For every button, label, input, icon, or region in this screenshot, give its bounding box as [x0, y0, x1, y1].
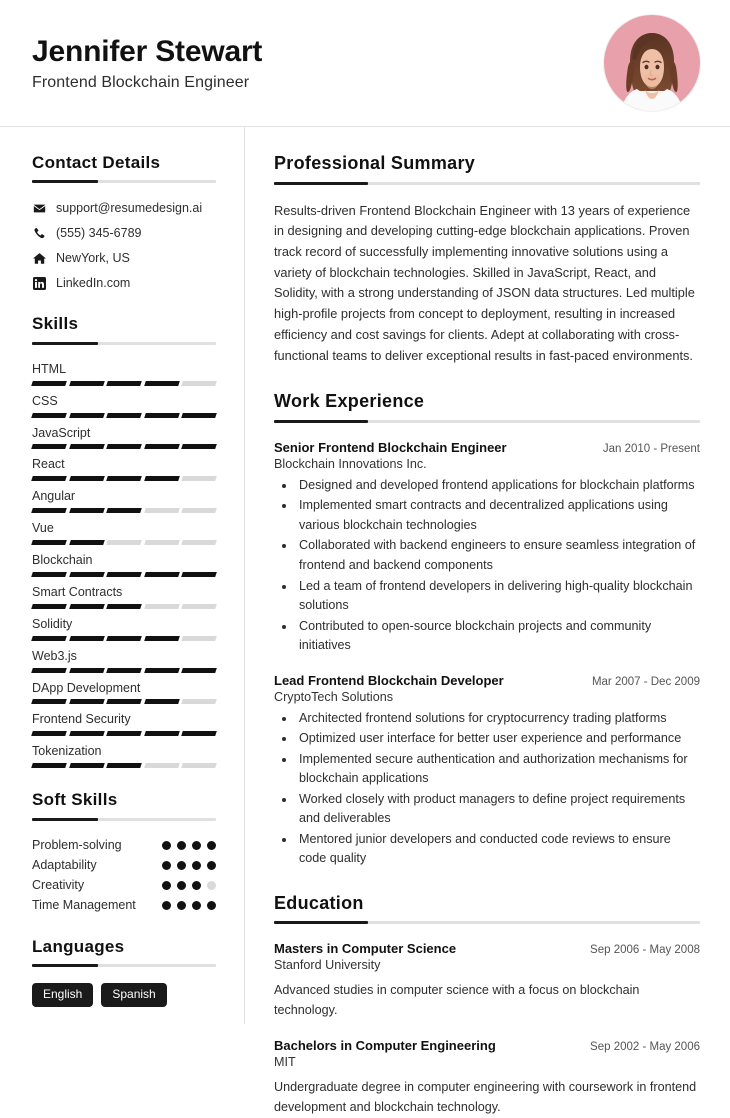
rating-dot — [177, 861, 186, 870]
bullet-item: • Implemented secure authentication and authorization mechanisms for blockchain applications — [296, 750, 700, 789]
skill-level-bar — [32, 763, 216, 768]
page-title: Jennifer Stewart — [32, 34, 263, 68]
contact-list — [32, 201, 216, 290]
skill-label: Tokenization — [32, 744, 102, 759]
skill-level-segment — [182, 668, 217, 673]
bullet-item: • Mentored junior developers and conducted code reviews to ensure code quality — [296, 830, 700, 869]
rating-dot — [177, 841, 186, 850]
soft-skill-rating — [162, 877, 216, 890]
resume-body — [0, 127, 730, 1114]
skill-label: JavaScript — [32, 425, 91, 440]
rating-dot — [192, 881, 201, 890]
skill-level-segment — [182, 763, 217, 768]
language-chip[interactable]: English — [32, 983, 93, 1007]
soft-skill-label: Adaptability — [32, 857, 97, 872]
section-title-summary: Professional Summary — [274, 153, 476, 173]
soft-skills-list — [32, 837, 216, 915]
home-icon — [32, 251, 46, 265]
section-soft-skills — [32, 790, 216, 914]
skill-item — [32, 393, 216, 418]
skill-level-segment — [31, 636, 66, 641]
envelope-icon — [32, 201, 46, 215]
skill-level-segment — [69, 381, 104, 386]
rating-dot — [162, 881, 171, 890]
soft-skill-item — [32, 897, 216, 914]
skill-level-segment — [69, 444, 104, 449]
education-entry-description: Advanced studies in computer science with a focus on blockchain technology. — [274, 983, 640, 1018]
section-title-contact: Contact Details — [32, 153, 161, 172]
languages-list — [32, 983, 216, 1007]
skill-level-bar — [32, 444, 216, 449]
soft-skill-item — [32, 877, 216, 894]
skill-level-segment — [69, 636, 104, 641]
skill-level-segment — [31, 476, 66, 481]
soft-skill-rating — [162, 857, 216, 870]
skill-level-segment — [31, 413, 66, 418]
contact-value-linkedin: LinkedIn.com — [56, 276, 131, 291]
rating-dot — [207, 861, 216, 870]
skill-level-segment — [182, 636, 217, 641]
skill-label: Angular — [32, 489, 76, 504]
soft-skill-label: Creativity — [32, 878, 85, 893]
skill-level-segment — [182, 572, 217, 577]
skill-level-segment — [106, 444, 141, 449]
education-entries — [274, 941, 700, 1118]
section-title-languages: Languages — [32, 936, 125, 956]
skill-level-segment — [144, 668, 179, 673]
skill-level-bar — [32, 413, 216, 418]
education-entry-date: Sep 2002 - May 2006 — [590, 1041, 700, 1054]
skill-label: CSS — [32, 393, 58, 408]
skill-item — [32, 680, 216, 705]
section-title-work: Work Experience — [274, 391, 425, 412]
rating-dot — [162, 901, 171, 910]
education-entry-title: Bachelors in Computer Engineering — [274, 1038, 496, 1054]
skill-item — [32, 552, 216, 577]
skill-level-segment — [106, 572, 141, 577]
skill-level-segment — [31, 508, 66, 513]
skill-item — [32, 743, 216, 768]
skill-level-segment — [144, 508, 179, 513]
work-entry-header — [274, 440, 700, 455]
skill-level-segment — [69, 763, 104, 768]
skill-level-segment — [144, 699, 179, 704]
skill-level-segment — [106, 699, 141, 704]
education-entry-title: Masters in Computer Science — [274, 941, 457, 957]
work-entry-header — [274, 673, 700, 688]
skill-level-bar — [32, 636, 216, 641]
skill-item — [32, 648, 216, 673]
skill-label: HTML — [32, 361, 67, 376]
bullet-item: • Contributed to open-source blockchain projects and community initiatives — [296, 617, 700, 656]
work-entry-title: Lead Frontend Blockchain Developer — [274, 672, 504, 688]
section-rule — [274, 921, 700, 924]
skill-level-segment — [182, 508, 217, 513]
contact-item-email[interactable] — [32, 201, 216, 215]
skill-level-segment — [31, 540, 66, 545]
section-rule — [274, 182, 700, 185]
skill-item — [32, 584, 216, 609]
skill-level-segment — [182, 731, 217, 736]
work-entry-bullets — [274, 476, 700, 656]
skill-item — [32, 520, 216, 545]
skill-level-segment — [69, 413, 104, 418]
education-entry-header — [274, 1038, 700, 1053]
skill-item — [32, 711, 216, 736]
skill-level-bar — [32, 668, 216, 673]
skill-level-segment — [106, 413, 141, 418]
skill-item — [32, 616, 216, 641]
skill-level-segment — [106, 540, 141, 545]
skill-level-segment — [106, 508, 141, 513]
skill-level-segment — [31, 444, 66, 449]
bullet-item: • Architected frontend solutions for cryptocurrency trading platforms — [296, 709, 700, 729]
skill-level-segment — [106, 763, 141, 768]
work-entry-organization: CryptoTech Solutions — [274, 689, 394, 704]
bullet-item: • Optimized user interface for better user experience and performance — [296, 729, 700, 749]
bullet-item: • Designed and developed frontend applications for blockchain platforms — [296, 476, 700, 496]
skill-level-segment — [144, 444, 179, 449]
soft-skill-item — [32, 857, 216, 874]
skill-label: Solidity — [32, 616, 73, 631]
section-rule — [32, 964, 216, 967]
skill-level-segment — [69, 699, 104, 704]
section-title-skills: Skills — [32, 314, 79, 334]
work-entry-title: Senior Frontend Blockchain Engineer — [274, 439, 507, 455]
language-chip[interactable]: Spanish — [101, 983, 166, 1007]
bullet-item: • Led a team of frontend developers in delivering high-quality blockchain solutions — [296, 577, 700, 616]
skill-level-segment — [144, 413, 179, 418]
skill-level-segment — [144, 604, 179, 609]
skill-level-segment — [144, 636, 179, 641]
soft-skill-label: Time Management — [32, 898, 136, 913]
rating-dot — [162, 861, 171, 870]
skill-label: Blockchain — [32, 553, 93, 568]
skills-list — [32, 361, 216, 768]
section-professional-summary — [274, 153, 700, 366]
section-work-experience — [274, 391, 700, 868]
avatar — [604, 15, 700, 111]
skill-level-segment — [182, 413, 217, 418]
contact-value-location: NewYork, US — [56, 251, 130, 266]
rating-dot — [192, 901, 201, 910]
skill-level-segment — [182, 381, 217, 386]
rating-dot — [207, 841, 216, 850]
work-entry — [274, 440, 700, 656]
skill-item — [32, 425, 216, 450]
work-entry-organization: Blockchain Innovations Inc. — [274, 456, 427, 471]
main-column — [245, 127, 730, 1114]
work-entry — [274, 673, 700, 869]
skill-label: Web3.js — [32, 648, 77, 663]
skill-level-segment — [106, 476, 141, 481]
skill-level-segment — [106, 381, 141, 386]
skill-level-segment — [69, 508, 104, 513]
rating-dot — [207, 901, 216, 910]
education-entry — [274, 941, 700, 1021]
skill-level-segment — [69, 731, 104, 736]
job-title: Frontend Blockchain Engineer — [32, 73, 250, 91]
skill-level-bar — [32, 540, 216, 545]
skill-level-segment — [106, 604, 141, 609]
header-text-group — [32, 35, 604, 92]
skill-level-segment — [31, 604, 66, 609]
rating-dot — [162, 841, 171, 850]
section-title-soft-skills: Soft Skills — [32, 790, 118, 810]
skill-level-segment — [31, 572, 66, 577]
contact-item-linkedin[interactable] — [32, 276, 216, 290]
education-entry-description: Undergraduate degree in computer engineering with coursework in frontend development and blockchain technology. — [274, 1080, 697, 1114]
rating-dot — [207, 881, 216, 890]
skill-level-bar — [32, 508, 216, 513]
section-contact-details — [32, 153, 216, 290]
sidebar — [0, 127, 245, 1024]
skill-level-segment — [182, 540, 217, 545]
skill-level-segment — [144, 763, 179, 768]
soft-skill-item — [32, 837, 216, 854]
skill-level-segment — [31, 699, 66, 704]
soft-skill-rating — [162, 897, 216, 910]
contact-value-phone: (555) 345-6789 — [56, 226, 142, 241]
skill-item — [32, 488, 216, 513]
skill-level-segment — [144, 540, 179, 545]
rating-dot — [192, 861, 201, 870]
skill-level-segment — [106, 668, 141, 673]
skill-level-segment — [69, 476, 104, 481]
contact-value-email: support@resumedesign.ai — [56, 201, 203, 216]
skill-level-segment — [106, 731, 141, 736]
skill-label: Frontend Security — [32, 712, 131, 727]
skill-level-bar — [32, 476, 216, 481]
skill-level-segment — [182, 604, 217, 609]
work-entry-bullets — [274, 709, 700, 869]
skill-level-segment — [69, 572, 104, 577]
education-entry-institution: Stanford University — [274, 958, 381, 973]
skill-level-segment — [31, 668, 66, 673]
work-entries — [274, 440, 700, 869]
linkedin-icon — [32, 276, 46, 290]
summary-text: Results-driven Frontend Blockchain Engineer with 13 years of experience in designing and developing cutting-edge blockchain applications. Proven track record of successfully implementing innovative solutions using a variety of blockchain technologies. Skilled in JavaScript, React, and Solidity, with a strong understanding of JSON data structures. Led multiple high-profile projects from concept to deployment, resulting in increased efficiency and cost savings for clients. Adept at collaborating with cross-functional teams to deliver exceptional results in fast-paced environments. — [274, 202, 695, 363]
education-entry-institution: MIT — [274, 1055, 296, 1070]
skill-level-segment — [144, 381, 179, 386]
work-entry-date: Mar 2007 - Dec 2009 — [591, 675, 700, 688]
rating-dot — [192, 841, 201, 850]
skill-label: DApp Development — [32, 680, 141, 695]
education-entry — [274, 1038, 700, 1118]
soft-skill-label: Problem-solving — [32, 837, 122, 852]
soft-skill-rating — [162, 837, 216, 850]
skill-level-segment — [182, 444, 217, 449]
skill-level-bar — [32, 731, 216, 736]
bullet-item: • Implemented smart contracts and decentralized applications using various blockchain technologies — [296, 496, 700, 535]
skill-level-segment — [69, 540, 104, 545]
bullet-item: • Worked closely with product managers to define project requirements and deliverables — [296, 790, 700, 829]
bullet-item: • Collaborated with backend engineers to ensure seamless integration of frontend and backend components — [296, 536, 700, 575]
skill-level-bar — [32, 381, 216, 386]
skill-level-segment — [182, 699, 217, 704]
phone-icon — [32, 226, 46, 240]
rating-dot — [177, 901, 186, 910]
resume-header — [0, 0, 730, 127]
education-entry-date: Sep 2006 - May 2008 — [590, 944, 700, 957]
rating-dot — [177, 881, 186, 890]
skill-level-segment — [31, 731, 66, 736]
skill-item — [32, 361, 216, 386]
skill-item — [32, 456, 216, 481]
skill-level-segment — [144, 572, 179, 577]
skill-level-segment — [69, 668, 104, 673]
skill-level-segment — [31, 763, 66, 768]
skill-level-segment — [106, 636, 141, 641]
contact-item-location[interactable] — [32, 251, 216, 265]
skill-level-bar — [32, 699, 216, 704]
section-skills — [32, 314, 216, 768]
skill-level-bar — [32, 572, 216, 577]
section-rule — [32, 818, 216, 821]
education-entry-header — [274, 941, 700, 956]
skill-level-segment — [144, 731, 179, 736]
section-title-education: Education — [274, 892, 364, 913]
skill-level-segment — [182, 476, 217, 481]
skill-label: Smart Contracts — [32, 584, 123, 599]
skill-level-segment — [144, 476, 179, 481]
skill-label: Vue — [32, 521, 54, 536]
avatar-photo-icon — [604, 15, 700, 111]
skill-level-segment — [69, 604, 104, 609]
section-languages — [32, 937, 216, 1007]
section-rule — [274, 420, 700, 423]
work-entry-date: Jan 2010 - Present — [602, 442, 700, 455]
skill-label: React — [32, 457, 65, 472]
skill-level-segment — [31, 381, 66, 386]
section-education — [274, 893, 700, 1118]
section-rule — [32, 342, 216, 345]
contact-item-phone[interactable] — [32, 226, 216, 240]
skill-level-bar — [32, 604, 216, 609]
section-rule — [32, 180, 216, 183]
